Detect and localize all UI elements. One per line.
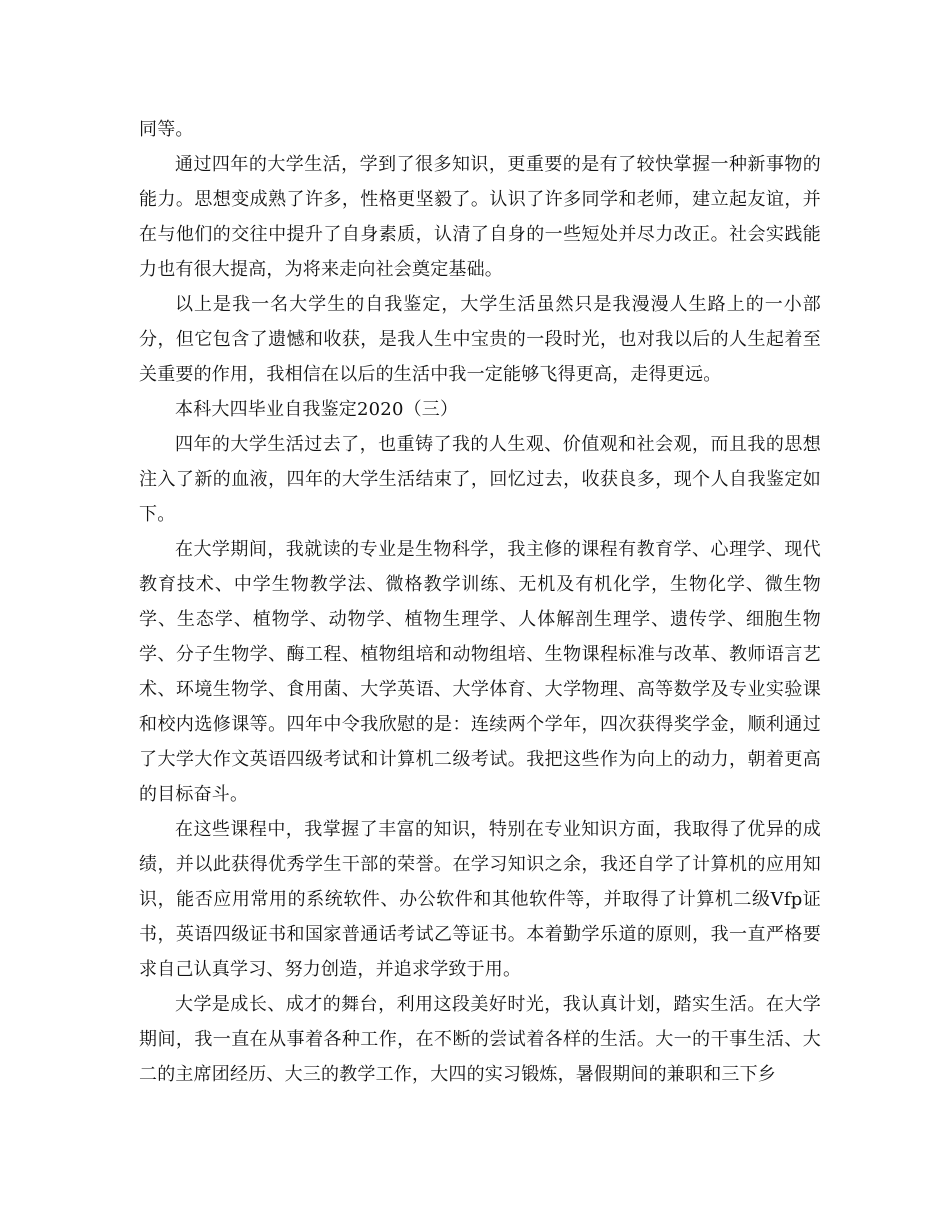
section-heading: 本科大四毕业自我鉴定2020（三）	[175, 399, 459, 420]
paragraph-knowledge-and-certificates: 在这些课程中，我掌握了丰富的知识，特别在专业知识方面，我取得了优异的成绩，并以此获得优秀学生干部的荣誉。在学习知识之余，我还自学了计算机的应用知识，能否应用常用的系统软件、办公软件和其他软件等，并取得了计算机二级Vfp证书，英语四级证书和国家普通话考试乙等证书。本着勤学乐道的原则，我一直严格要求自己认真学习、努力创造，并追求学致于用。	[139, 819, 821, 980]
paragraph-introduction: 四年的大学生活过去了，也重铸了我的人生观、价值观和社会观，而且我的思想注入了新的血液，四年的大学生活结束了，回忆过去，收获良多，现个人自我鉴定如下。	[139, 434, 821, 525]
paragraph-four-years-summary: 通过四年的大学生活，学到了很多知识，更重要的是有了较快掌握一种新事物的能力。思想变成熟了许多，性格更坚毅了。认识了许多同学和老师，建立起友谊，并在与他们的交往中提升了自身素质，认清了自身的一些短处并尽力改正。社会实践能力也有很大提高，为将来走向社会奠定基础。	[139, 154, 821, 280]
paragraph-self-evaluation-conclusion: 以上是我一名大学生的自我鉴定，大学生活虽然只是我漫漫人生路上的一小部分，但它包含了遗憾和收获，是我人生中宝贵的一段时光，也对我以后的人生起着至关重要的作用，我相信在以后的生活中我一定能够飞得更高，走得更远。	[139, 294, 821, 385]
paragraph-continuation: 同等。	[139, 119, 194, 140]
paragraph-activities: 大学是成长、成才的舞台，利用这段美好时光，我认真计划，踏实生活。在大学期间，我一直在从事着各种工作，在不断的尝试着各样的生活。大一的干事生活、大二的主席团经历、大三的教学工作，大四的实习锻炼，暑假期间的兼职和三下乡	[139, 994, 821, 1085]
paragraph-courses: 在大学期间，我就读的专业是生物科学，我主修的课程有教育学、心理学、现代教育技术、中学生物教学法、微格教学训练、无机及有机化学，生物化学、微生物学、生态学、植物学、动物学、植物生理学、人体解剖生理学、遗传学、细胞生物学、分子生物学、酶工程、植物组培和动物组培、生物课程标准与改革、教师语言艺术、环境生物学、食用菌、大学英语、大学体育、大学物理、高等数学及专业实验课和校内选修课等。四年中令我欣慰的是：连续两个学年，四次获得奖学金，顺利通过了大学大作文英语四级考试和计算机二级考试。我把这些作为向上的动力，朝着更高的目标奋斗。	[139, 539, 821, 805]
document-body	[139, 112, 821, 1092]
